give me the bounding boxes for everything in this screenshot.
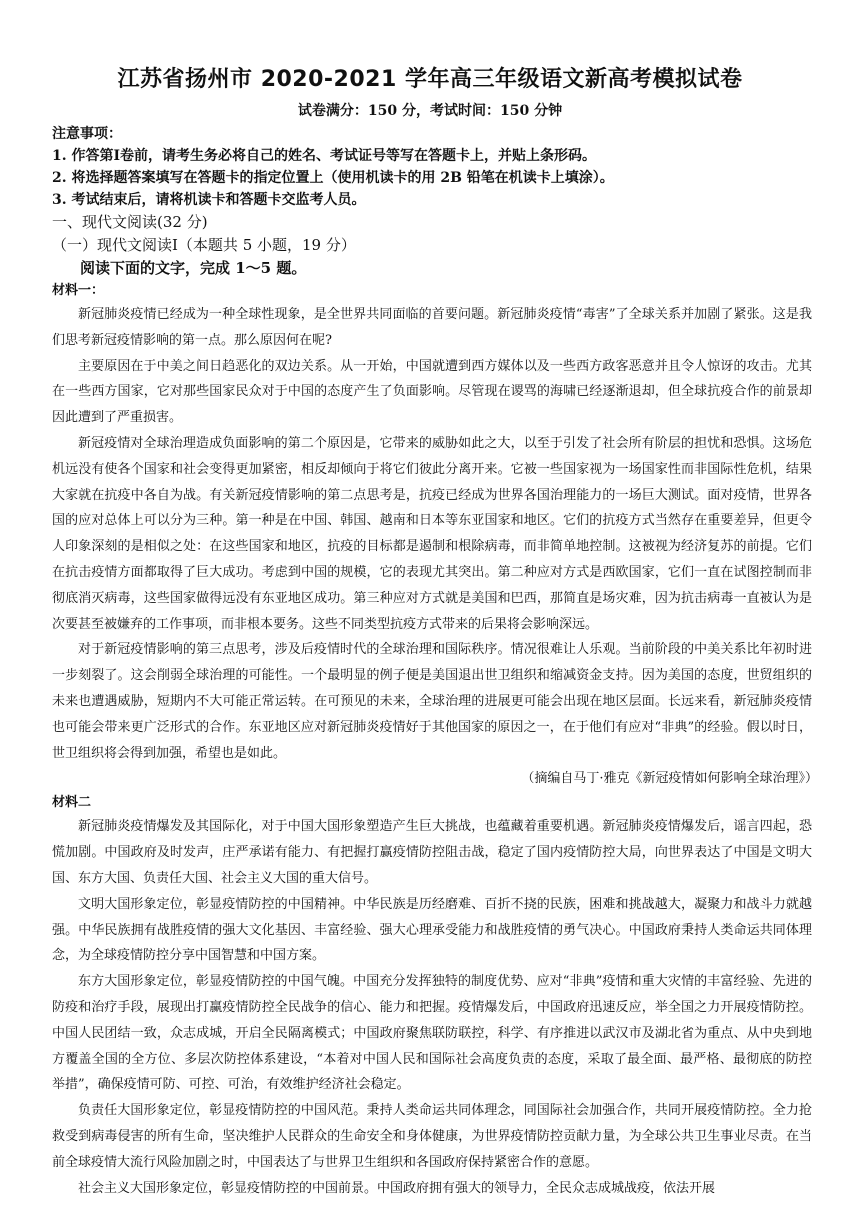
material-1-paragraph: 主要原因在于中美之间日趋恶化的双边关系。从一开始，中国就遭到西方媒体以及一些西方政客恶意并且令人惊讶的攻击。尤其在一些西方国家，它对那些国家民众对于中国的态度产生了负面影响。尽管现在谡骂的海啸已经逐渐退却，但全球抗疫合作的前景却因此遭到了严重损害。 (52, 358, 812, 426)
note-item-2: 2. 将选择题答案填写在答题卡的指定位置上（使用机读卡的用 2B 铅笔在机读卡上填涂）。 (52, 170, 614, 186)
note-item-3: 3. 考试结束后，请将机读卡和答题卡交监考人员。 (52, 192, 366, 208)
material-2-paragraph: 负责任大国形象定位，彰显疫情防控的中国风范。秉持人类命运共同体理念，同国际社会加强合作，共同开展疫情防控。全力抢救受到病毒侵害的所有生命，坚决维护人民群众的生命安全和身体健康，为世界疫情防控贡献力量，为全球公共卫生事业尽责。在当前全球疫情大流行风险加剧之时，中国表达了与世界卫生组织和各国政府保持紧密合作的意愿。 (52, 1103, 812, 1170)
exam-title: 江苏省扬州市 2020-2021 学年高三年级语文新高考模拟试卷 (117, 67, 743, 92)
section-subheading: （一）现代文阅读Ⅰ（本题共 5 小题，19 分） (52, 236, 356, 254)
material-2-paragraph: 东方大国形象定位，彰显疫情防控的中国气魄。中国充分发挥独特的制度优势、应对“非典”疫情和重大灾情的丰富经验、先进的防疫和治疗手段，展现出打赢疫情防控全民战争的信心、能力和把握。疫情爆发后，中国政府迅速反应，举全国之力开展疫情防控。中国人民团结一致，众志成城，开启全民隔离模式；中国政府聚焦联防联控，科学、有序推进以武汉市及湖北省为重点、从中央到地方覆盖全国的全方位、多层次防控体系建设，“本着对中国人民和国际社会高度负责的态度，采取了最全面、最严格、最彻底的防控举措”，确保疫情可防、可控、可治，有效维护经济社会稳定。 (52, 974, 812, 1093)
material-1-label: 材料一： (52, 283, 105, 298)
material-2-label: 材料二 (52, 795, 92, 811)
material-1-paragraph: 对于新冠疫情影响的第三点思考，涉及后疫情时代的全球治理和国际秩序。情况很难让人乐观。当前阶段的中美关系比年初时进一步刻裂了。这会削弱全球治理的可能性。一个最明显的例子便是美国退出世卫组织和缩减资金支持。因为美国的态度，世贸组织的未来也遭遇威胁，短期内不大可能正常运转。在可预见的未来，全球治理的进展更可能会出现在地区层面。长远来看，新冠肺炎疫情也可能会带来更广泛形式的合作。东亚地区应对新冠肺炎疫情好于其他国家的原因之一，在于他们有应对“非典”的经验。假以时日，世卫组织将会得到加强，希望也是如此。 (52, 642, 812, 761)
material-1-paragraph: 新冠肺炎疫情已经成为一种全球性现象，是全世界共同面临的首要问题。新冠肺炎疫情“毒害”了全球关系并加剧了紧张。这是我们思考新冠疫情影响的第一点。那么原因何在呢? (52, 307, 812, 348)
material-2-paragraph: 社会主义大国形象定位，彰显疫情防控的中国前景。中国政府拥有强大的领导力，全民众志成城战疫，依法开展 (78, 1180, 716, 1196)
note-item-1: 1. 作答第Ⅰ卷前，请考生务必将自己的姓名、考试证号等写在答题卡上，并贴上条形码。 (52, 148, 597, 164)
material-1-paragraph: 新冠疫情对全球治理造成负面影响的第二个原因是，它带来的威胁如此之大，以至于引发了社会所有阶层的担忧和恐惧。这场危机远没有使各个国家和社会变得更加紧密，相反却倾向于将它们彼此分离开来。它被一些国家视为一场国家性而非国际性危机，结果大家就在抗疫中各自为战。有关新冠疫情影响的第二点思考是，抗疫已经成为世界各国治理能力的一场巨大测试。面对疫情，世界各国的应对总体上可以分为三种。第一种是在中国、韩国、越南和日本等东亚国家和地区。它们的抗疫方式当然存在重要差异，但更令人印象深刻的是相似之处：在这些国家和地区，抗疫的目标都是遏制和根除病毒，而非简单地控制。这被视为经济复苏的前提。它们在抗击疫情方面都取得了巨大成功。考虑到中国的规模，它的表现尤其突出。第二种应对方式是西欧国家，它们一直在试图控制而非彻底消灭病毒，这些国家做得远没有东亚地区成功。第三种应对方式就是美国和巴西，那简直是场灾难，因为抗击病毒一直被认为是次要甚至被嫌弃的工作事项，而非根本要务。这些不同类型抗疫方式带来的后果将会影响深远。 (52, 435, 812, 632)
reading-instruction: 阅读下面的文字，完成 1～5 题。 (80, 259, 307, 277)
material-1-source: （摘编自马丁·雅克《新冠疫情如何影响全球治理》） (521, 771, 818, 787)
notes-heading: 注意事项： (52, 126, 122, 142)
exam-content (52, 123, 818, 1201)
exam-subtitle: 试卷满分：150 分，考试时间：150 分钟 (297, 103, 563, 119)
section-heading: 一、现代文阅读(32 分) (52, 213, 208, 231)
material-2-paragraph: 新冠肺炎疫情爆发及其国际化，对于中国大国形象塑造产生巨大挑战，也蕴藏着重要机遇。新冠肺炎疫情爆发后，谣言四起，恐慌加剧。中国政府及时发声，庄严承诺有能力、有把握打赢疫情防控阻击战，稳定了国内疫情防控大局，向世界表达了中国是文明大国、东方大国、负责任大国、社会主义大国的重大信号。 (52, 819, 812, 886)
material-2-paragraph: 文明大国形象定位，彰显疫情防控的中国精神。中华民族是历经磨难、百折不挠的民族，困难和挑战越大，凝聚力和战斗力就越强。中华民族拥有战胜疫情的强大文化基因、丰富经验、强大心理承受能力和战胜疫情的勇气决心。中国政府秉持人类命运共同体理念，为全球疫情防控分享中国智慧和中国方案。 (52, 896, 812, 964)
